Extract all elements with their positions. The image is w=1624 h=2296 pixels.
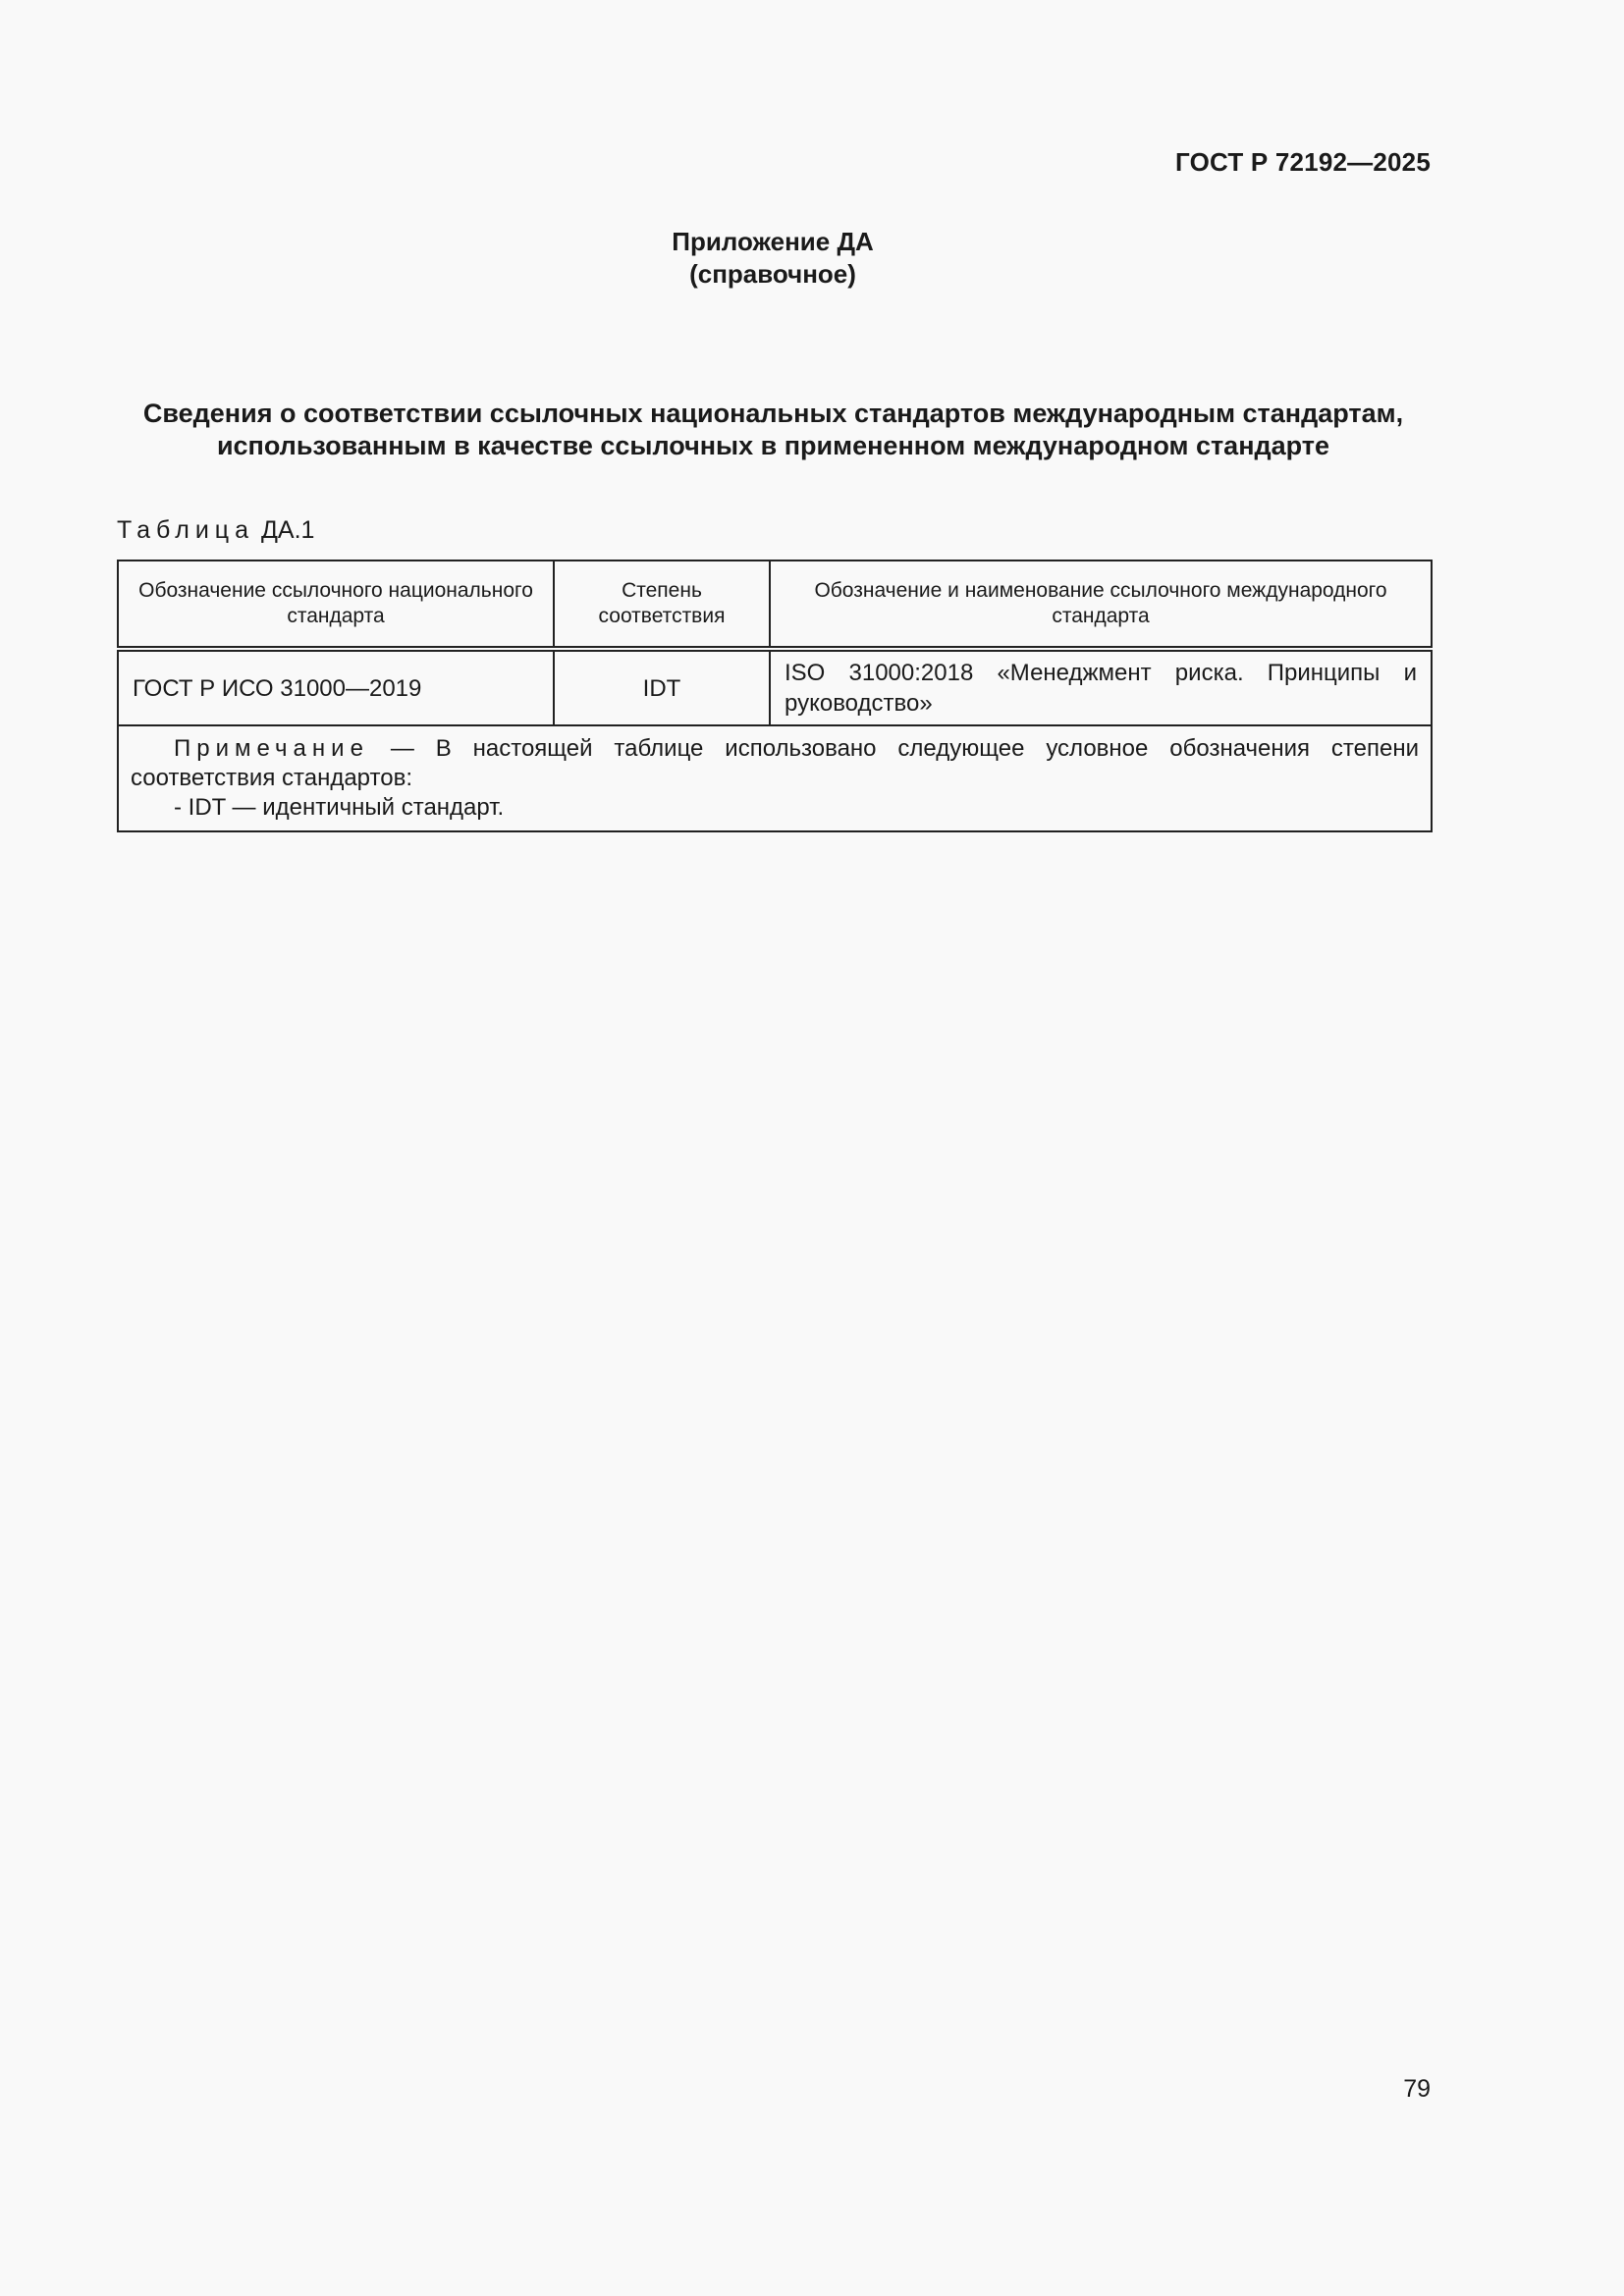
document-header-gost-number: ГОСТ Р 72192—2025 [1175,147,1431,177]
header-national-standard: Обозначение ссылочного национального стандарта [118,561,554,649]
cell-national-standard: ГОСТ Р ИСО 31000—2019 [118,649,554,725]
note-text: — В настоящей таблице использовано следующее условное обозначения степени соответствия стандартов: [131,735,1419,791]
header-degree-of-correspondence: Степень соответствия [554,561,770,649]
note-paragraph [131,734,1419,793]
note-label: Примечание [174,735,369,762]
table-caption-id: ДА.1 [260,516,315,544]
page-number: 79 [1403,2075,1431,2103]
section-title-line-1: Сведения о соответствии ссылочных национальных стандартов международным стандартам, [142,399,1404,428]
annex-subtitle: (справочное) [689,259,856,289]
table-note-row [118,725,1432,831]
section-title [117,398,1430,462]
table-caption-word: Таблица [117,516,255,544]
note-list-item: - IDT — идентичный стандарт. [174,794,505,821]
cell-degree: IDT [554,649,770,725]
annex-title: Приложение ДА [672,227,874,256]
table-row [118,649,1432,725]
table-header-row [118,561,1432,649]
header-international-standard: Обозначение и наименование ссылочного международного стандарта [770,561,1432,649]
section-title-line-2: использованным в качестве ссылочных в примененном международном стандарте [216,431,1330,460]
standards-correspondence-table [117,560,1433,832]
table-caption [117,516,314,545]
annex-heading [0,226,1545,291]
table-note [118,725,1432,831]
cell-international-standard: ISO 31000:2018 «Менеджмент риска. Принципы и руководство» [770,649,1432,725]
